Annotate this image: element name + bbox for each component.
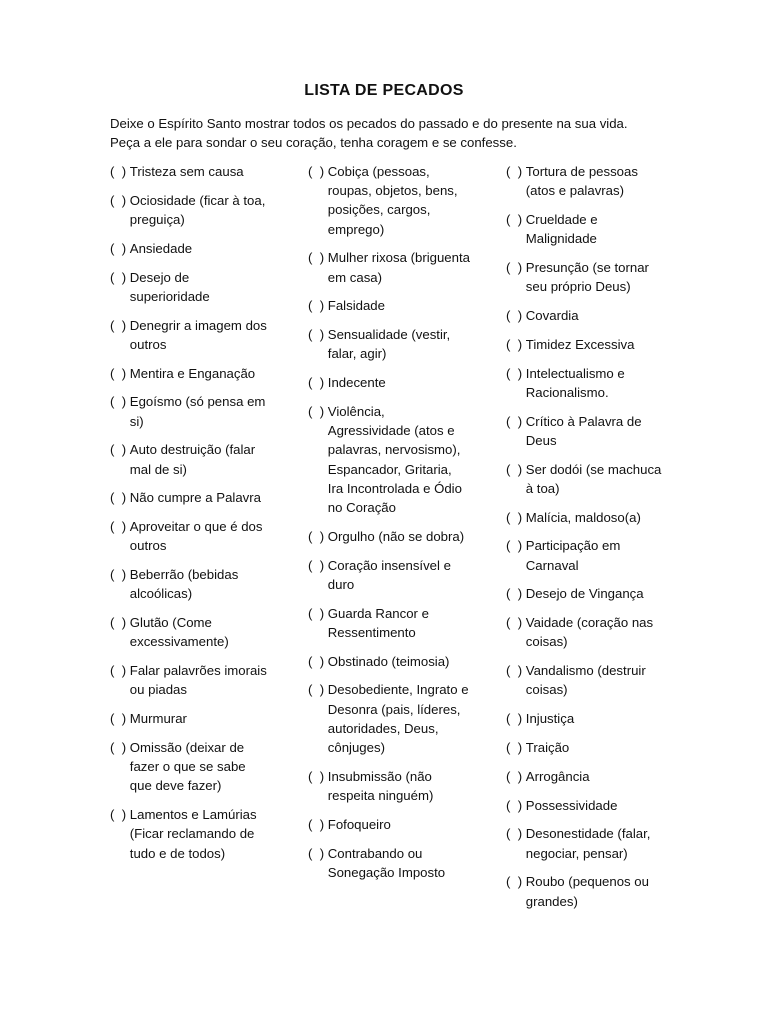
checkbox-parentheses: ( ) (110, 442, 130, 458)
sin-list-item-text: Beberrão (bebidas alcoólicas) (129, 567, 239, 602)
sin-list-item-text: Desejo de Vingança (525, 586, 644, 602)
sin-list-item (110, 364, 270, 383)
sin-list-item (506, 258, 666, 296)
sin-list-item-text: Desejo de superioridade (129, 269, 210, 304)
checkbox-parentheses: ( ) (308, 557, 328, 573)
sin-list-item-text: Falar palavrões imorais ou piadas (129, 663, 267, 698)
sin-list-item (506, 508, 666, 527)
page-title: LISTA DE PECADOS (304, 82, 464, 99)
sin-list-item (506, 796, 666, 815)
sin-list-item (506, 584, 666, 603)
checkbox-parentheses: ( ) (110, 490, 130, 506)
sin-list-item (308, 556, 470, 594)
sin-list-item (110, 162, 270, 181)
sin-list-item (506, 824, 666, 862)
sin-list-item (506, 613, 666, 651)
sin-list-item (308, 402, 470, 517)
sin-list-item-text: Ansiedade (129, 240, 193, 256)
checkbox-parentheses: ( ) (506, 164, 526, 179)
sin-list-item-text: Injustiça (525, 711, 575, 727)
sin-list-item-text: Malícia, maldoso(a) (525, 509, 641, 525)
sin-list-item (110, 488, 270, 507)
checkbox-parentheses: ( ) (308, 404, 328, 419)
sin-list-item (506, 162, 666, 200)
checkbox-parentheses: ( ) (308, 528, 328, 544)
checkbox-parentheses: ( ) (506, 711, 526, 727)
sin-list-column-1 (110, 162, 270, 872)
sin-list-item (110, 316, 270, 354)
checkbox-parentheses: ( ) (506, 586, 526, 602)
sin-list-item-text: Insubmissão (não respeita ninguém) (327, 768, 434, 804)
checkbox-parentheses: ( ) (110, 192, 130, 208)
sin-list-item-text: Roubo (pequenos ou grandes) (525, 874, 649, 909)
checkbox-parentheses: ( ) (110, 807, 130, 823)
sin-list-item-text: Intelectualismo e Racionalismo. (525, 365, 625, 400)
sin-list-item (110, 268, 270, 306)
checkbox-parentheses: ( ) (110, 739, 130, 755)
sin-list-column-2 (308, 162, 470, 892)
sin-list-item (308, 296, 470, 315)
checkbox-parentheses: ( ) (506, 365, 526, 381)
sin-list-item (110, 239, 270, 258)
sin-list-item (110, 440, 270, 478)
checkbox-parentheses: ( ) (110, 711, 130, 727)
sin-list-item (308, 815, 470, 834)
sin-list-item-text: Violência, Agressividade (atos e palavras, nervosismo), Espancador, Gritaria, Ira Incontrolada e Ódio no Coração (327, 404, 462, 516)
sin-list-item (308, 680, 470, 757)
sin-list-item (506, 412, 666, 450)
checkbox-parentheses: ( ) (506, 509, 526, 525)
intro-paragraph (110, 114, 670, 152)
sin-list-item-text: Lamentos e Lamúrias (Ficar reclamando de tudo e de todos) (129, 807, 257, 861)
sin-list-item-text: Arrogância (525, 768, 590, 784)
sin-list-item-text: Presunção (se tornar seu próprio Deus) (525, 260, 649, 295)
sin-list-item-text: Guarda Rancor e Ressentimento (327, 605, 429, 640)
sin-list-item (308, 604, 470, 642)
checkbox-parentheses: ( ) (506, 413, 526, 429)
checkbox-parentheses: ( ) (506, 212, 526, 227)
sin-list-item-text: Falsidade (327, 298, 385, 314)
sin-list-item (506, 872, 666, 910)
sin-list-item-text: Fofoqueiro (327, 816, 391, 832)
sin-list-item (506, 767, 666, 786)
sin-list-item-text: Orgulho (não se dobra) (327, 528, 465, 544)
sin-list-item (308, 527, 470, 546)
checkbox-parentheses: ( ) (308, 682, 328, 698)
sin-list-item-text: Ser dodói (se machuca à toa) (525, 461, 662, 496)
checkbox-parentheses: ( ) (506, 768, 526, 784)
sin-list-item (308, 373, 470, 392)
sin-list-item (506, 335, 666, 354)
sin-list-item (110, 191, 270, 229)
checkbox-parentheses: ( ) (506, 260, 526, 275)
sin-list-item (308, 652, 470, 671)
sin-list-item-text: Ociosidade (ficar à toa, preguiça) (129, 192, 266, 227)
sin-list-item-text: Tortura de pessoas (atos e palavras) (525, 164, 638, 199)
sin-list-item-text: Tristeza sem causa (129, 164, 244, 179)
sin-list-item-text: Coração insensível e duro (327, 557, 451, 592)
sin-list-item-text: Desonestidade (falar, negociar, pensar) (525, 826, 651, 861)
sin-list-item (506, 210, 666, 248)
intro-line: Deixe o Espírito Santo mostrar todos os pecados do passado e do presente na sua vida. (110, 116, 628, 131)
checkbox-parentheses: ( ) (110, 365, 130, 381)
checkbox-parentheses: ( ) (308, 164, 328, 179)
checkbox-parentheses: ( ) (506, 615, 526, 631)
sin-list-item (308, 325, 470, 363)
sin-list-item (506, 364, 666, 402)
checkbox-parentheses: ( ) (308, 816, 328, 832)
checkbox-parentheses: ( ) (308, 375, 328, 391)
sin-list-item-text: Denegrir a imagem dos outros (129, 317, 267, 352)
sin-list-item (506, 709, 666, 728)
sin-list-item (506, 738, 666, 757)
sin-list-item (308, 844, 470, 882)
sin-list-item-text: Murmurar (129, 711, 187, 727)
sin-list-item (506, 306, 666, 325)
sin-list-item (110, 709, 270, 728)
sin-list-column-3 (506, 162, 666, 920)
sin-list-item-text: Auto destruição (falar mal de si) (129, 442, 256, 477)
checkbox-parentheses: ( ) (110, 164, 130, 179)
checkbox-parentheses: ( ) (308, 845, 328, 861)
sin-list-item-text: Vaidade (coração nas coisas) (525, 615, 654, 650)
sin-list-item-text: Participação em Carnaval (525, 538, 621, 573)
checkbox-parentheses: ( ) (110, 394, 130, 410)
checkbox-parentheses: ( ) (110, 615, 130, 631)
checkbox-parentheses: ( ) (506, 336, 526, 352)
checkbox-parentheses: ( ) (506, 663, 526, 679)
checkbox-parentheses: ( ) (110, 240, 130, 256)
sin-list-item-text: Glutão (Come excessivamente) (129, 615, 229, 650)
sin-list-item-text: Mulher rixosa (briguenta em casa) (327, 250, 470, 285)
checkbox-parentheses: ( ) (506, 826, 526, 842)
checkbox-parentheses: ( ) (308, 298, 328, 314)
sin-list-item-text: Mentira e Enganação (129, 365, 256, 381)
sin-list-item-text: Egoísmo (só pensa em si) (129, 394, 266, 429)
checkbox-parentheses: ( ) (506, 461, 526, 477)
checkbox-parentheses: ( ) (308, 605, 328, 621)
sin-list-item-text: Aproveitar o que é dos outros (129, 519, 263, 554)
sin-list-item (506, 536, 666, 574)
sin-list-item-text: Omissão (deixar de fazer o que se sabe que deve fazer) (129, 739, 246, 794)
checkbox-parentheses: ( ) (110, 519, 130, 535)
sin-list-item-text: Cobiça (pessoas, roupas, objetos, bens, posições, cargos, emprego) (327, 164, 458, 237)
sin-list-item (110, 517, 270, 555)
sin-list-item (110, 613, 270, 651)
sin-list-item-text: Contrabando ou Sonegação Imposto (327, 845, 446, 880)
sin-list-item-text: Covardia (525, 308, 579, 323)
sin-list-item-text: Obstinado (teimosia) (327, 653, 450, 669)
sin-list-item (308, 767, 470, 805)
checkbox-parentheses: ( ) (506, 874, 526, 890)
sin-list-item-text: Crítico à Palavra de Deus (525, 413, 642, 448)
sin-list-item (308, 162, 470, 239)
sin-list-item (110, 661, 270, 699)
checkbox-parentheses: ( ) (506, 797, 526, 813)
checkbox-parentheses: ( ) (308, 653, 328, 669)
sin-list-item-text: Desobediente, Ingrato e Desonra (pais, líderes, autoridades, Deus, cônjuges) (327, 682, 469, 756)
checkbox-parentheses: ( ) (308, 327, 328, 343)
checkbox-parentheses: ( ) (506, 308, 526, 323)
checkbox-parentheses: ( ) (110, 567, 130, 583)
checkbox-parentheses: ( ) (506, 538, 526, 554)
sin-list-item-text: Traição (525, 739, 570, 755)
checkbox-parentheses: ( ) (506, 739, 526, 755)
sin-list-item (110, 738, 270, 796)
sin-list-item (110, 392, 270, 430)
sin-list-item-text: Timidez Excessiva (525, 336, 635, 352)
sin-list-item-text: Sensualidade (vestir, falar, agir) (327, 327, 451, 362)
sin-list-item-text: Crueldade e Malignidade (525, 212, 598, 247)
sin-list-item (506, 661, 666, 699)
sin-list-item (110, 805, 270, 863)
sin-list-item (506, 460, 666, 498)
intro-line: Peça a ele para sondar o seu coração, tenha coragem e se confesse. (110, 135, 517, 150)
sin-list-item-text: Indecente (327, 375, 386, 391)
sin-list-item-text: Vandalismo (destruir coisas) (525, 663, 646, 698)
checkbox-parentheses: ( ) (110, 317, 130, 333)
sin-list-item-text: Possessividade (525, 797, 618, 813)
checkbox-parentheses: ( ) (110, 663, 130, 679)
sin-list-item (110, 565, 270, 603)
sin-list-item (308, 248, 470, 286)
sin-list-item-text: Não cumpre a Palavra (129, 490, 261, 506)
checkbox-parentheses: ( ) (308, 250, 328, 266)
checkbox-parentheses: ( ) (308, 768, 328, 784)
checkbox-parentheses: ( ) (110, 269, 130, 285)
